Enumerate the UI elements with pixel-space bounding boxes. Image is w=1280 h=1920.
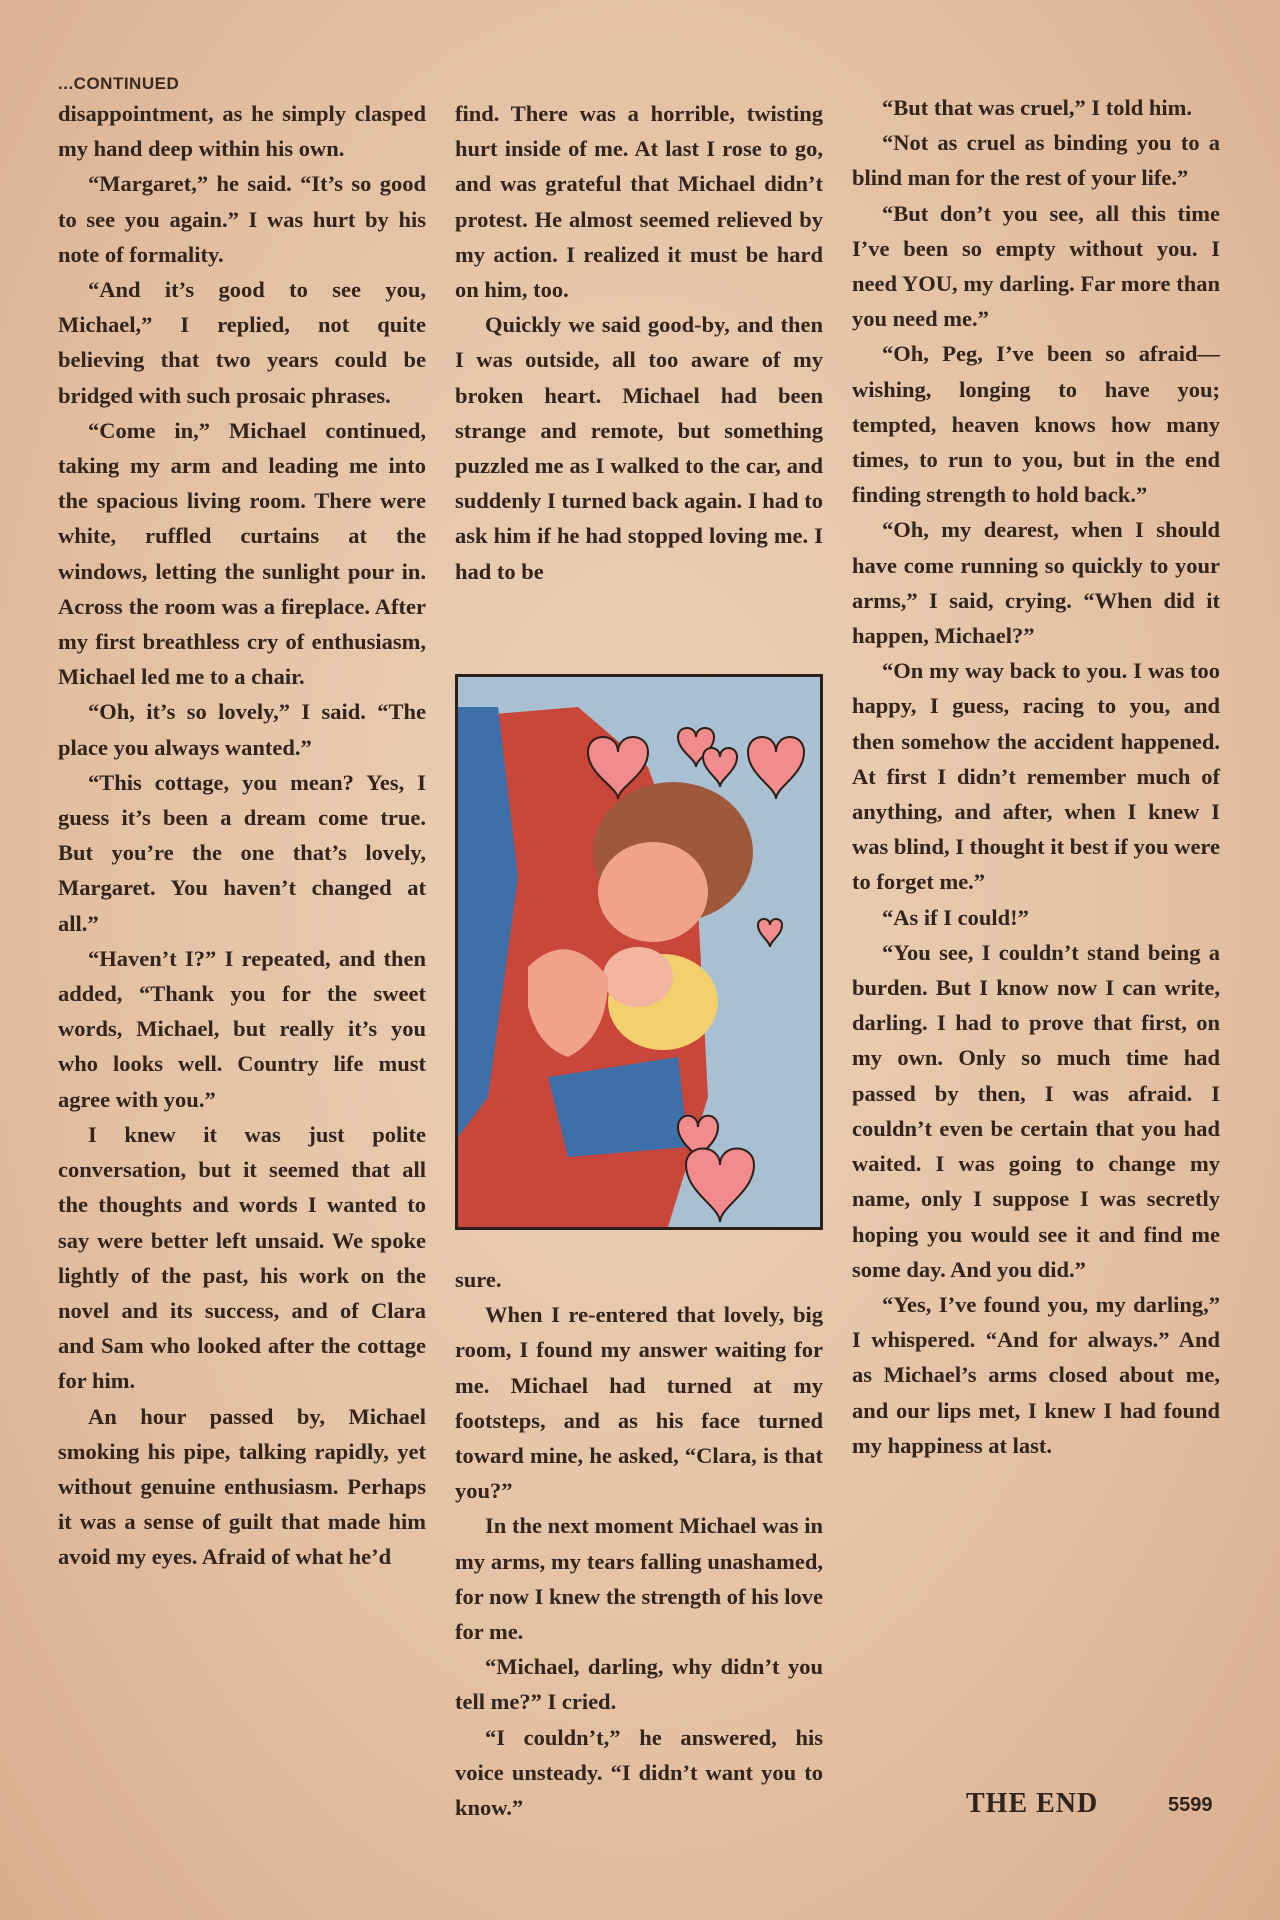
paragraph: “Oh, Peg, I’ve been so afraid—wishing, longing to have you; tempted, heaven knows how many times, to run to you, but in the end finding strength to hold back.” — [852, 341, 1220, 508]
woman-face — [603, 947, 673, 1007]
kiss-illustration — [458, 677, 820, 1227]
paragraph: I knew it was just polite conversation, but it seemed that all the thoughts and words I wanted to say were better left unsaid. We spoke lightly of the past, his work on the novel and its success, and of Clara and Sam who looked after the cottage for him. — [58, 1121, 426, 1394]
paragraph: “You see, I couldn’t stand being a burden. But I know now I can write, darling. I had to prove that first, on my own. Only so much time had passed by then, I was afraid. I couldn’t even be certain that you had waited. I was going to change my name, only I suppose I was secretly hoping you would see it and find me some day. And you did.” — [852, 939, 1220, 1282]
paragraph: disappointment, as he simply clasped my hand deep within his own. — [58, 101, 426, 162]
paragraph: find. There was a horrible, twisting hurt inside of me. At last I rose to go, and was grateful that Michael didn’t protest. He almost seemed relieved by my action. I realized it must be hard on him, too. — [455, 101, 823, 303]
paragraph: “Not as cruel as binding you to a blind man for the rest of your life.” — [852, 130, 1220, 191]
paragraph: “Oh, it’s so lovely,” I said. “The place you always wanted.” — [58, 699, 426, 760]
paragraph: “Come in,” Michael continued, taking my arm and leading me into the spacious living room. There were white, ruffled curtains at the windows, letting the sunlight pour in. Across the room was a fireplace. After my first breathless cry of enthusiasm, Michael led me to a chair. — [58, 417, 426, 690]
paragraph: “Michael, darling, why didn’t you tell me?” I cried. — [455, 1654, 823, 1715]
paragraph: “But don’t you see, all this time I’ve been so empty without you. I need YOU, my darling. Far more than you need me.” — [852, 200, 1220, 332]
text-column-2-top — [455, 96, 823, 589]
paragraph: “Margaret,” he said. “It’s so good to see you again.” I was hurt by his note of formality. — [58, 171, 426, 267]
paragraph: “As if I could!” — [882, 904, 1029, 930]
the-end-label: THE END — [966, 1788, 1099, 1819]
paragraph: “But that was cruel,” I told him. — [882, 95, 1193, 120]
kiss-illustration-panel — [455, 674, 823, 1230]
continued-label: ...CONTINUED — [58, 74, 180, 93]
paragraph: “Oh, my dearest, when I should have come running so quickly to your arms,” I said, crying. “When did it happen, Michael?” — [852, 517, 1220, 649]
paragraph: An hour passed by, Michael smoking his pipe, talking rapidly, yet without genuine enthusiasm. Perhaps it was a sense of guilt that made him avoid my eyes. Afraid of what he’d — [58, 1403, 426, 1570]
paragraph: “This cottage, you mean? Yes, I guess it’s been a dream come true. But you’re the one that’s lovely, Margaret. You haven’t changed at all.” — [58, 769, 426, 936]
paragraph: Quickly we said good-by, and then I was outside, all too aware of my broken heart. Michael had been strange and remote, but something puzzled me as I walked to the car, and suddenly I turned back again. I had to ask him if he had stopped loving me. I had to be — [455, 312, 823, 584]
paragraph: “Haven’t I?” I repeated, and then added, “Thank you for the sweet words, Michael, but really it’s you who looks well. Country life must agree with you.” — [58, 945, 426, 1112]
paragraph: “And it’s good to see you, Michael,” I replied, not quite believing that two years could be bridged with such prosaic phrases. — [58, 277, 426, 408]
paragraph: In the next moment Michael was in my arms, my tears falling unashamed, for now I knew the strength of his love for me. — [455, 1513, 823, 1645]
paragraph: “I couldn’t,” he answered, his voice unsteady. “I didn’t want you to know.” — [455, 1724, 823, 1821]
paragraph: When I re-entered that lovely, big room, I found my answer waiting for me. Michael had turned at my footsteps, and as his face turned toward mine, he asked, “Clara, is that you?” — [455, 1302, 823, 1504]
paragraph: “On my way back to you. I was too happy, I guess, racing to you, and then somehow the accident happened. At first I didn’t remember much of anything, and after, when I knew I was blind, I thought it best if you were to forget me.” — [852, 658, 1220, 895]
text-column-2-bottom — [455, 1262, 823, 1825]
text-column-3 — [852, 90, 1220, 1463]
paragraph: sure. — [455, 1267, 502, 1292]
paragraph: “Yes, I’ve found you, my darling,” I whispered. “And for always.” And as Michael’s arms closed about me, and our lips met, I knew I had found my happiness at last. — [852, 1291, 1220, 1458]
page-number: 5599 — [1168, 1794, 1213, 1816]
man-face — [598, 842, 708, 942]
text-column-1 — [58, 96, 426, 1575]
